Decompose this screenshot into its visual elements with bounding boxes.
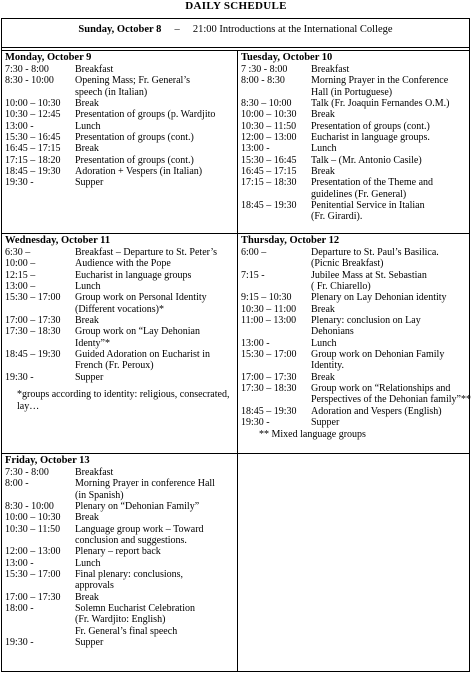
entry-description: Breakfast [75,64,114,75]
entry-time: 13:00 - [5,120,34,132]
entry-description: Penitential Service in Italian [311,200,425,212]
schedule-entry [241,109,469,120]
entry-time [241,189,311,200]
schedule-entry [5,580,234,591]
entry-time [241,258,311,269]
entry-description: Final plenary: conclusions, [75,569,184,581]
schedule-entry [241,349,469,360]
entry-time [241,360,311,371]
entry-description: Break [75,315,99,327]
schedule-entry [5,637,234,648]
entry-description: Presentation of groups (cont.) [75,132,194,144]
thursday-footnote: ** Mixed language groups [259,428,366,440]
schedule-entry [241,121,469,132]
schedule-entry [5,155,234,166]
schedule-entry [241,143,469,154]
entry-description: Dehonians [311,326,354,338]
entry-description: Group work on “Lay Dehonian [75,326,200,338]
schedule-entry [5,478,234,489]
entry-description: Plenary: conclusion on Lay [311,315,421,327]
entry-description: Departure to St. Paul’s Basilica. [311,247,439,258]
column-divider [237,50,238,672]
schedule-table [1,18,470,672]
schedule-entry [5,467,234,478]
entry-time: 10:00 – 10:30 [5,512,61,524]
schedule-entry [241,417,469,428]
schedule-entry [241,98,469,109]
schedule-entry [241,406,469,417]
entry-description: (Picnic Breakfast) [311,258,384,270]
schedule-entry [5,132,234,143]
entry-time [241,281,311,292]
row-divider [2,47,469,48]
wednesday-cell [5,235,234,412]
schedule-entry [5,360,234,371]
entry-time: 9:15 – 10:30 [241,292,292,304]
entry-time: 6:00 – [241,247,267,258]
entry-description: Identity. [311,360,344,372]
schedule-entry [5,87,234,98]
entry-description: speech (in Italian) [75,86,148,98]
entry-time: 10:30 – 11:50 [5,523,61,535]
entry-description: Group work on “Relationships and [311,383,451,395]
entry-description: Supper [75,177,104,189]
entry-description: Identy”* [75,337,110,349]
entry-time: 10:30 – 11:50 [241,120,297,132]
monday-heading: Monday, October 9 [5,52,92,63]
schedule-entry [241,258,469,269]
schedule-entry [241,281,469,292]
entry-description: Breakfast – Departure to St. Peter’s [75,247,217,258]
schedule-entry [5,326,234,337]
entry-description: Break [75,512,99,524]
entry-time: 16:45 – 17:15 [241,166,297,178]
friday-heading: Friday, October 13 [5,455,90,466]
entry-time: 12:00 – 13:00 [5,546,61,558]
schedule-entry [241,383,469,394]
schedule-entry [5,315,234,326]
entry-time: 10:00 – 10:30 [241,109,297,121]
schedule-entry [241,292,469,303]
entry-description: Fr. General’s final speech [75,625,178,637]
entry-description: Presentation of the Theme and [311,177,434,189]
entry-time [5,87,75,98]
tuesday-cell [241,52,469,223]
entry-description: Lunch [311,143,337,155]
schedule-entry [5,292,234,303]
schedule-entry [5,501,234,512]
schedule-entry [241,177,469,188]
entry-description: Break [75,98,99,110]
entry-time: 11:00 – 13:00 [241,315,297,327]
entry-description: guidelines (Fr. General) [311,188,407,200]
entry-description: Lunch [75,281,101,293]
entry-time: 17:00 – 17:30 [5,591,61,603]
entry-description: Break [75,591,99,603]
schedule-entry [5,258,234,269]
row-divider [2,50,469,51]
schedule-entry [241,64,469,75]
entry-description: Talk – (Mr. Antonio Casile) [311,154,422,166]
entry-description: Perspectives of the Dehonian family”** [311,394,471,406]
schedule-entry [241,338,469,349]
tuesday-heading: Tuesday, October 10 [241,52,333,63]
entry-time [241,326,311,337]
entry-time: 13:00 – [5,281,36,293]
entry-description: (in Spanish) [75,489,124,501]
entry-description: Jubilee Mass at St. Sebastian [311,269,427,281]
entry-time: 19:30 - [241,417,270,429]
entry-description: Break [311,166,335,178]
entry-description: Break [311,371,335,383]
entry-description: Supper [311,417,340,429]
schedule-entry [5,98,234,109]
sunday-dash: – [174,24,180,35]
row-divider [2,233,469,234]
entry-description: Supper [75,371,104,383]
entry-description: conclusion and suggestions. [75,535,187,547]
entry-description: Adoration + Vespers (in Italian) [75,166,203,178]
entry-time: 15:30 – 16:45 [5,132,61,144]
entry-time: 15:30 – 17:00 [5,292,61,304]
entry-time: 17:30 – 18:30 [241,383,297,395]
entry-time: 10:00 – [5,258,36,270]
entry-description: Group work on Dehonian Family [311,349,445,361]
entry-time: 18:45 – 19:30 [241,405,297,417]
entry-time: 17:15 – 18:30 [241,177,297,189]
entry-description: Plenary – report back [75,546,161,558]
schedule-entry [5,535,234,546]
entry-time: 10:30 – 12:45 [5,109,61,121]
schedule-entry [5,338,234,349]
entry-time: 17:15 – 18:20 [5,154,61,166]
schedule-entry [241,155,469,166]
entry-time: 18:00 - [5,603,34,615]
schedule-entry [5,270,234,281]
schedule-entry [5,143,234,154]
row-divider [2,453,469,454]
entry-time: 15:30 – 17:00 [5,569,61,581]
thursday-heading: Thursday, October 12 [241,235,340,246]
entry-time: 8:00 - [5,478,29,490]
entry-description: Lunch [311,337,337,349]
entry-time: 17:30 – 18:30 [5,326,61,338]
schedule-entry [5,546,234,557]
entry-description: (Fr. Wardjito: English) [75,614,166,626]
entry-time: 7 :30 - 8:00 [241,64,288,75]
entry-description: Lunch [75,557,101,569]
schedule-entry [241,200,469,211]
entry-time [5,614,75,625]
entry-description: (Different vocations)* [75,303,164,315]
entry-time [5,626,75,637]
entry-time: 12:15 – [5,269,36,281]
schedule-entry [241,87,469,98]
schedule-entry [5,64,234,75]
entry-description: Guided Adoration on Eucharist in [75,349,210,361]
schedule-entry [5,177,234,188]
entry-description: Morning Prayer in conference Hall [75,478,215,490]
schedule-entry [5,349,234,360]
schedule-entry [241,326,469,337]
entry-time [241,394,311,405]
schedule-entry [241,211,469,222]
schedule-entry [5,121,234,132]
schedule-entry [241,360,469,371]
schedule-entry [241,270,469,281]
entry-description: Eucharist in language groups. [311,132,430,144]
schedule-entry [241,132,469,143]
entry-time: 8:30 – 10:00 [241,98,292,110]
entry-description: Language group work – Toward [75,523,204,535]
schedule-entry [5,490,234,501]
entry-time: 18:45 – 19:30 [241,200,297,212]
entry-time: 18:45 – 19:30 [5,349,61,361]
entry-time: 15:30 – 17:00 [241,349,297,361]
entry-time: 19:30 - [5,177,34,189]
schedule-entry [5,109,234,120]
schedule-entry [241,247,469,258]
schedule-entry [5,512,234,523]
entry-time: 7:15 - [241,269,265,281]
entry-description: Solemn Eucharist Celebration [75,603,195,615]
entry-description: Break [311,303,335,315]
entry-description: French (Fr. Peroux) [75,360,154,372]
schedule-entry [241,304,469,315]
entry-time: 19:30 - [5,371,34,383]
sunday-row [2,23,469,36]
entry-description: approvals [75,580,114,592]
entry-time: 7:30 - 8:00 [5,467,49,478]
schedule-entry [5,524,234,535]
entry-description: (Fr. Girardi). [311,211,363,223]
entry-time: 13:00 - [5,557,34,569]
entry-time: 16:45 – 17:15 [5,143,61,155]
schedule-entry [241,315,469,326]
schedule-entry [5,626,234,637]
entry-time: 6:30 – [5,247,31,258]
entry-description: Lunch [75,120,101,132]
schedule-entry [241,372,469,383]
entry-description: Hall (in Portuguese) [311,86,393,98]
schedule-entry [5,247,234,258]
entry-description: Eucharist in language groups [75,269,192,281]
entry-description: Presentation of groups (cont.) [311,120,430,132]
schedule-entry [5,372,234,383]
entry-description: ( Fr. Chiarello) [311,281,371,293]
entry-description: Breakfast [311,64,350,75]
entry-time: 10:00 – 10:30 [5,98,61,110]
entry-time: 17:00 – 17:30 [5,315,61,327]
schedule-entry [5,592,234,603]
entry-time: 15:30 – 16:45 [241,154,297,166]
entry-description: Plenary on Lay Dehonian identity [311,292,447,304]
schedule-entry [5,614,234,625]
entry-time: 8:00 - 8:30 [241,75,285,87]
entry-time [5,535,75,546]
entry-description: Break [75,143,99,155]
entry-time: 12:00 – 13:00 [241,132,297,144]
entry-time [241,211,311,222]
entry-time: 8:30 - 10:00 [5,75,54,87]
schedule-entry [241,75,469,86]
entry-time [5,304,75,315]
entry-description: Adoration and Vespers (English) [311,405,442,417]
wednesday-heading: Wednesday, October 11 [5,235,111,246]
entry-time: 8:30 - 10:00 [5,501,54,513]
entry-description: Break [311,109,335,121]
schedule-entry [241,189,469,200]
schedule-entry [5,603,234,614]
entry-time: 17:00 – 17:30 [241,371,297,383]
entry-time [5,580,75,591]
entry-time: 13:00 - [241,337,270,349]
entry-description: Breakfast [75,467,114,478]
wednesday-footnote: *groups according to identity: religious, consecrated, lay… [17,389,230,412]
schedule-entry [241,394,469,405]
entry-time [5,360,75,371]
thursday-cell [241,235,469,440]
page-title: DAILY SCHEDULE [185,0,287,12]
entry-description: Supper [75,637,104,649]
entry-description: Presentation of groups (cont.) [75,154,194,166]
sunday-text: 21:00 Introductions at the International College [192,24,393,35]
entry-time [241,87,311,98]
entry-time: 7:30 - 8:00 [5,64,49,75]
entry-description: Plenary on “Dehonian Family” [75,501,200,513]
entry-description: Presentation of groups (p. Wardjito [75,109,216,121]
entry-time [5,490,75,501]
friday-cell [5,455,234,649]
entry-time: 19:30 - [5,637,34,649]
sunday-heading: Sunday, October 8 [78,24,162,35]
schedule-entry [5,281,234,292]
schedule-entry [5,75,234,86]
entry-time: 10:30 – 11:00 [241,303,297,315]
entry-description: Morning Prayer in the Conference [311,75,449,87]
schedule-entry [5,166,234,177]
entry-description: Talk (Fr. Joaquin Fernandes O.M.) [311,98,450,110]
schedule-entry [5,569,234,580]
entry-description: Opening Mass; Fr. General’s [75,75,190,87]
schedule-entry [241,166,469,177]
entry-description: Audience with the Pope [75,258,171,270]
entry-time: 13:00 - [241,143,270,155]
entry-time: 18:45 – 19:30 [5,166,61,178]
monday-cell [5,52,234,189]
schedule-entry [5,304,234,315]
entry-description: Group work on Personal Identity [75,292,207,304]
schedule-entry [5,558,234,569]
entry-time [5,338,75,349]
